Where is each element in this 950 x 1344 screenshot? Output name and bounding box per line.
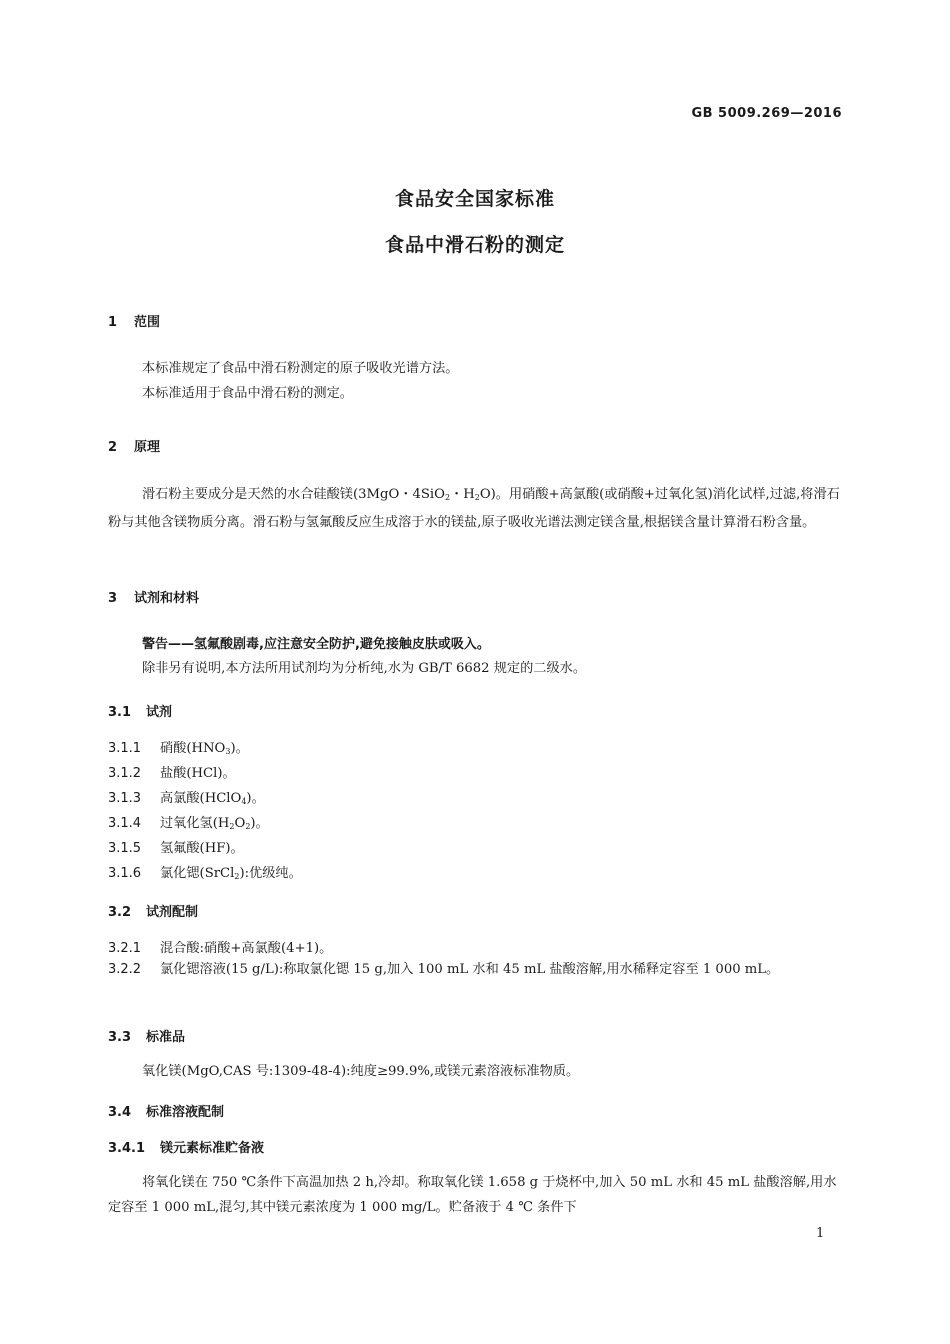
text-run: )。 xyxy=(230,741,249,756)
subscript: 3 xyxy=(225,747,231,756)
section-1-para-1: 本标准规定了食品中滑石粉测定的原子吸收光谱方法。 xyxy=(142,361,459,376)
doc-title-line1: 食品安全国家标准 xyxy=(394,188,555,210)
section-number: 1 xyxy=(108,315,118,330)
section-1-para-2: 本标准适用于食品中滑石粉的测定。 xyxy=(142,386,353,401)
text-run: 氢氟酸(HF)。 xyxy=(160,841,244,856)
reagent-item xyxy=(108,762,844,781)
section-title: 原理 xyxy=(134,440,161,455)
item-number: 3.1.1 xyxy=(108,741,142,756)
subscript: 2 xyxy=(245,822,251,831)
item-number: 3.1.4 xyxy=(108,816,142,831)
subscript: 2 xyxy=(474,493,480,502)
text-run: )。 xyxy=(246,791,265,806)
reagent-item xyxy=(108,862,844,881)
section-title: 标准品 xyxy=(146,1030,186,1045)
section-3-para-1: 除非另有说明,本方法所用试剂均为分析纯,水为 GB/T 6682 规定的二级水。 xyxy=(142,661,587,676)
subscript: 4 xyxy=(241,797,247,806)
section-3-3-heading xyxy=(108,1026,844,1045)
text-run: 混合酸:硝酸+高氯酸(4+1)。 xyxy=(160,941,333,956)
section-3-2-heading xyxy=(108,901,844,920)
preparation-item xyxy=(108,957,844,982)
subscript: 2 xyxy=(234,872,240,881)
text-run: 高氯酸(HClO xyxy=(160,791,242,806)
section-number: 3.4 xyxy=(108,1105,132,1120)
section-number: 3 xyxy=(108,591,118,606)
section-3-4-1-para-1: 将氧化镁在 750 ℃条件下高温加热 2 h,冷却。称取氧化镁 1.658 g 于烧杯中,加入 50 mL 水和 45 mL 盐酸溶解,用水定容至 1 000 mL,混匀,其中镁元素浓度为 1 000 mg/L。贮备液于 4 ℃ 条件下 xyxy=(108,1175,837,1215)
doc-title-line2: 食品中滑石粉的测定 xyxy=(384,234,565,256)
preparation-item xyxy=(108,937,844,956)
section-title: 试剂和材料 xyxy=(134,591,200,606)
reagent-item xyxy=(108,837,844,856)
section-number: 3.3 xyxy=(108,1030,132,1045)
text-run: ・H xyxy=(450,487,475,502)
section-3-4-1-heading xyxy=(108,1137,844,1156)
subscript: 2 xyxy=(229,822,235,831)
text-run: 氯化锶(SrCl xyxy=(160,866,235,881)
section-title: 标准溶液配制 xyxy=(146,1105,225,1120)
section-number: 2 xyxy=(108,440,118,455)
section-3-3-para-1: 氧化镁(MgO,CAS 号:1309-48-4):纯度≥99.9%,或镁元素溶液标准物质。 xyxy=(142,1064,580,1079)
standard-code: GB 5009.269—2016 xyxy=(691,106,842,121)
item-number: 3.1.5 xyxy=(108,841,142,856)
item-number: 3.1.6 xyxy=(108,866,142,881)
text-run: )。 xyxy=(250,816,269,831)
text-run: 过氧化氢(H xyxy=(160,816,230,831)
item-number: 3.1.2 xyxy=(108,766,142,781)
item-number: 3.2.2 xyxy=(108,962,142,977)
text-run: 氯化锶溶液(15 g/L):称取氯化锶 15 g,加入 100 mL 水和 45 mL 盐酸溶解,用水稀释定容至 1 000 mL。 xyxy=(160,962,780,977)
section-1-heading xyxy=(108,311,844,330)
section-2-heading xyxy=(108,436,844,455)
text-run: O xyxy=(234,816,246,831)
reagent-item xyxy=(108,787,844,806)
page-number: 1 xyxy=(816,1226,825,1241)
section-title: 试剂 xyxy=(146,705,173,720)
reagent-item xyxy=(108,812,844,831)
section-number: 3.4.1 xyxy=(108,1141,146,1156)
text-run: ):优级纯。 xyxy=(239,866,302,881)
section-number: 3.2 xyxy=(108,905,132,920)
item-number: 3.1.3 xyxy=(108,791,142,806)
section-title: 试剂配制 xyxy=(146,905,199,920)
subscript: 2 xyxy=(444,493,451,502)
section-number: 3.1 xyxy=(108,705,132,720)
text-run: O)。用硝酸+高氯酸(或硝酸+过氧化氢)消化试样,过滤,将滑石粉与其他含镁物质分离。滑石粉与氢氟酸反应生成溶于水的镁盐,原子吸收光谱法测定镁含量,根据镁含量计算滑石粉含量。 xyxy=(108,487,840,530)
section-3-heading xyxy=(108,587,844,606)
text-run: 滑石粉主要成分是天然的水合硅酸镁(3MgO・4SiO xyxy=(142,487,445,502)
text-run: 盐酸(HCl)。 xyxy=(160,766,236,781)
section-3-4-heading xyxy=(108,1101,844,1120)
item-number: 3.2.1 xyxy=(108,941,142,956)
warning-note: 警告——氢氟酸剧毒,应注意安全防护,避免接触皮肤或吸入。 xyxy=(142,637,490,652)
section-2-para-1 xyxy=(108,482,844,535)
section-title: 范围 xyxy=(134,315,161,330)
section-3-1-heading xyxy=(108,701,844,720)
section-title: 镁元素标准贮备液 xyxy=(160,1141,265,1156)
text-run: 硝酸(HNO xyxy=(160,741,226,756)
reagent-item xyxy=(108,737,844,756)
